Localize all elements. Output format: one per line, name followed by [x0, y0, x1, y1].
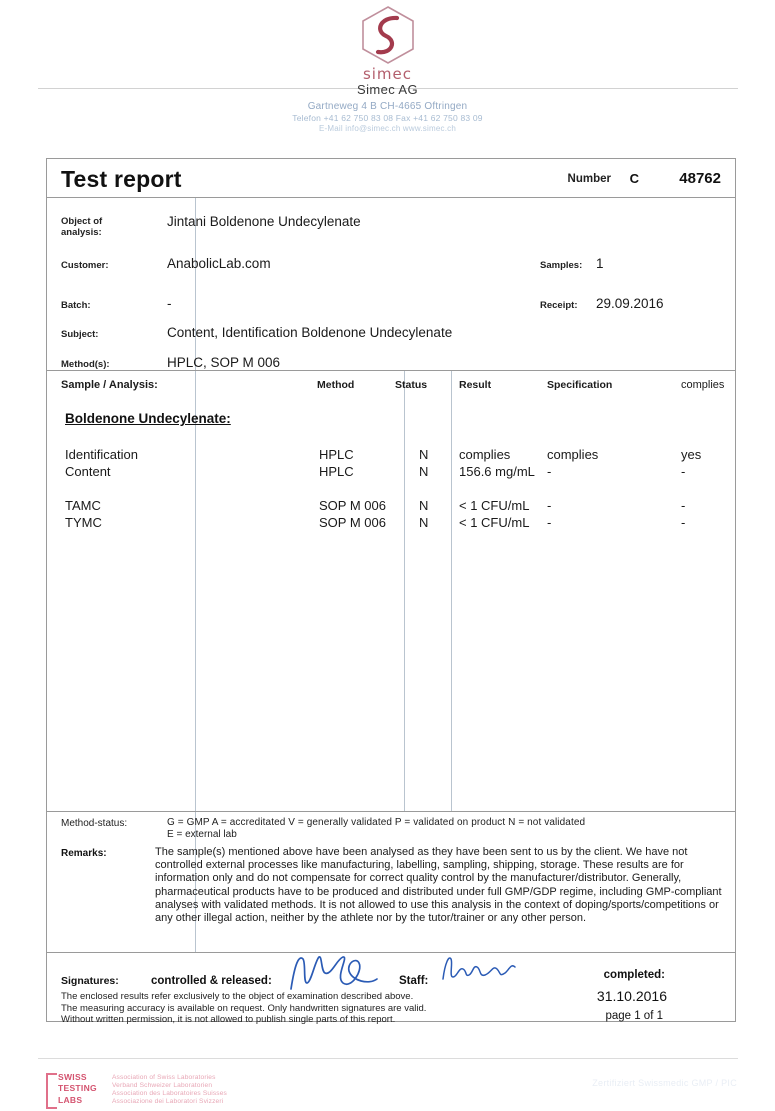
row-specification: - [547, 515, 552, 530]
row-result: complies [459, 447, 511, 462]
table-row [47, 515, 735, 532]
row-analysis-name: Identification [65, 447, 138, 462]
signatures-section [47, 953, 735, 1025]
row-method: HPLC [319, 447, 354, 462]
association-line-fr: Association des Laboratoires Suisses [112, 1090, 227, 1097]
row-status: N [419, 515, 429, 530]
row-method: HPLC [319, 464, 354, 479]
column-header-result: Result [459, 379, 492, 391]
table-row [47, 447, 735, 464]
results-left-divider [195, 371, 196, 811]
stl-line-2: TESTING [58, 1083, 97, 1094]
receipt-value: 29.09.2016 [596, 296, 664, 311]
stl-line-3: LABS [58, 1094, 83, 1105]
company-name: Simec AG [357, 82, 418, 97]
customer-label: Customer: [61, 260, 109, 271]
report-header-fields [47, 198, 735, 370]
certification-note: Zertifiziert Swissmedic GMP / PIC [592, 1078, 737, 1088]
row-specification: - [547, 464, 552, 479]
report-number-label: Number [567, 173, 611, 185]
results-result-divider [451, 371, 452, 811]
completed-label: completed: [603, 969, 665, 981]
row-analysis-name: TAMC [65, 498, 101, 513]
method-status-label: Method-status: [61, 818, 128, 829]
row-status: N [419, 447, 429, 462]
signatures-label: Signatures: [61, 975, 119, 987]
object-of-analysis-value: Jintani Boldenone Undecylenate [167, 214, 361, 229]
object-of-analysis-label [61, 216, 102, 238]
completed-date: 31.10.2016 [596, 988, 667, 1004]
samples-value: 1 [596, 256, 604, 271]
report-number-prefix: C [629, 171, 639, 186]
simec-wordmark: simec [362, 65, 413, 83]
letterhead [0, 0, 775, 140]
swiss-testing-labs-logo-icon [46, 1072, 108, 1106]
column-header-status: Status [395, 379, 428, 391]
object-label-line2: analysis: [61, 227, 102, 238]
handwritten-signature-icon [285, 949, 405, 991]
stl-bracket-shape [46, 1073, 57, 1109]
fineprint-line1: The enclosed results refer exclusively to the object of examination described above. [61, 991, 414, 1002]
row-complies: - [681, 498, 686, 513]
table-row [47, 464, 735, 481]
column-header-complies: complies [681, 379, 725, 391]
subject-value: Content, Identification Boldenone Undecylenate [167, 325, 453, 340]
handwritten-signature-icon [439, 953, 529, 987]
row-result: < 1 CFU/mL [459, 498, 530, 513]
remarks-section [47, 844, 735, 952]
row-method: SOP M 006 [319, 515, 386, 530]
association-line-de: Verband Schweizer Laboratorien [112, 1082, 213, 1089]
test-report-frame [46, 158, 736, 1025]
subject-label: Subject: [61, 329, 99, 340]
method-status-line1: G = GMP A = accreditated V = generally validated P = validated on product N = not validated [167, 817, 586, 828]
method-status-line2: E = external lab [167, 829, 237, 840]
simec-logo [0, 4, 775, 83]
page-footer [0, 1048, 775, 1111]
fineprint-line2: The measuring accuracy is available on request. Only handwritten signatures are valid. [61, 1002, 427, 1014]
association-line-it: Associazione dei Laboratori Svizzeri [112, 1098, 224, 1105]
stl-wordmark [58, 1072, 97, 1106]
simec-hexagon-s-icon [356, 4, 420, 66]
report-titlebar [47, 159, 735, 197]
page-title: Test report [61, 166, 182, 192]
footer-divider [38, 1058, 738, 1059]
row-specification: complies [547, 447, 599, 462]
remarks-label: Remarks: [61, 848, 107, 859]
company-email: E-Mail info@simec.ch www.simec.ch [319, 124, 456, 133]
methods-value: HPLC, SOP M 006 [167, 355, 281, 370]
report-number-value: 48762 [679, 170, 721, 187]
association-line-en: Association of Swiss Laboratories [112, 1074, 216, 1081]
customer-value: AnabolicLab.com [167, 256, 271, 271]
report-fineprint [61, 991, 531, 1026]
row-analysis-name: TYMC [65, 515, 102, 530]
fineprint-line3: Without written permission, it is not allowed to publish single parts of this report. [61, 1014, 396, 1025]
methods-label: Method(s): [61, 359, 110, 370]
controlled-released-label: controlled & released: [151, 975, 272, 987]
batch-value: - [167, 296, 172, 311]
column-header-sample: Sample / Analysis: [61, 379, 158, 391]
association-names [112, 1074, 227, 1106]
analyte-group-title: Boldenone Undecylenate: [65, 411, 231, 426]
row-analysis-name: Content [65, 464, 111, 479]
column-header-method: Method [317, 379, 355, 391]
page-number: page 1 of 1 [605, 1010, 663, 1022]
row-status: N [419, 498, 429, 513]
batch-label: Batch: [61, 300, 91, 311]
results-table [47, 371, 735, 811]
row-complies: - [681, 464, 686, 479]
staff-label: Staff: [399, 975, 429, 987]
method-status-legend [47, 812, 735, 844]
row-status: N [419, 464, 429, 479]
row-specification: - [547, 498, 552, 513]
row-method: SOP M 006 [319, 498, 386, 513]
receipt-label: Receipt: [540, 300, 578, 311]
table-row [47, 498, 735, 515]
remarks-text: The sample(s) mentioned above have been analysed as they have been sent to us by the client. We have not controlled external processes like manufacturing, labelling, sampling, shipping, storage. These results are for information only and do not compensate for correct quality control by the manufacturer/distributor. Generally, pharmaceutical products have to be produced and distributed under full GMP/GDP regime, including GMP-compliant analyses with validated methods. It is not allowed to use this analysis in the context of doping/sports/competitions or any other illegal action, neither by the athlete nor by the tutor/trainer or any other person. [155, 846, 722, 925]
row-result: 156.6 mg/mL [459, 464, 535, 479]
column-header-specification: Specification [547, 379, 613, 391]
row-complies: - [681, 515, 686, 530]
company-address: Gartneweg 4 B CH-4665 Oftringen [307, 101, 468, 112]
row-complies: yes [681, 447, 702, 462]
object-label-line1: Object of [61, 216, 103, 227]
company-phone: Telefon +41 62 750 83 08 Fax +41 62 750 83 09 [292, 113, 483, 123]
row-result: < 1 CFU/mL [459, 515, 530, 530]
stl-line-1: SWISS [58, 1072, 87, 1082]
results-method-divider [404, 371, 405, 811]
samples-label: Samples: [540, 260, 583, 271]
